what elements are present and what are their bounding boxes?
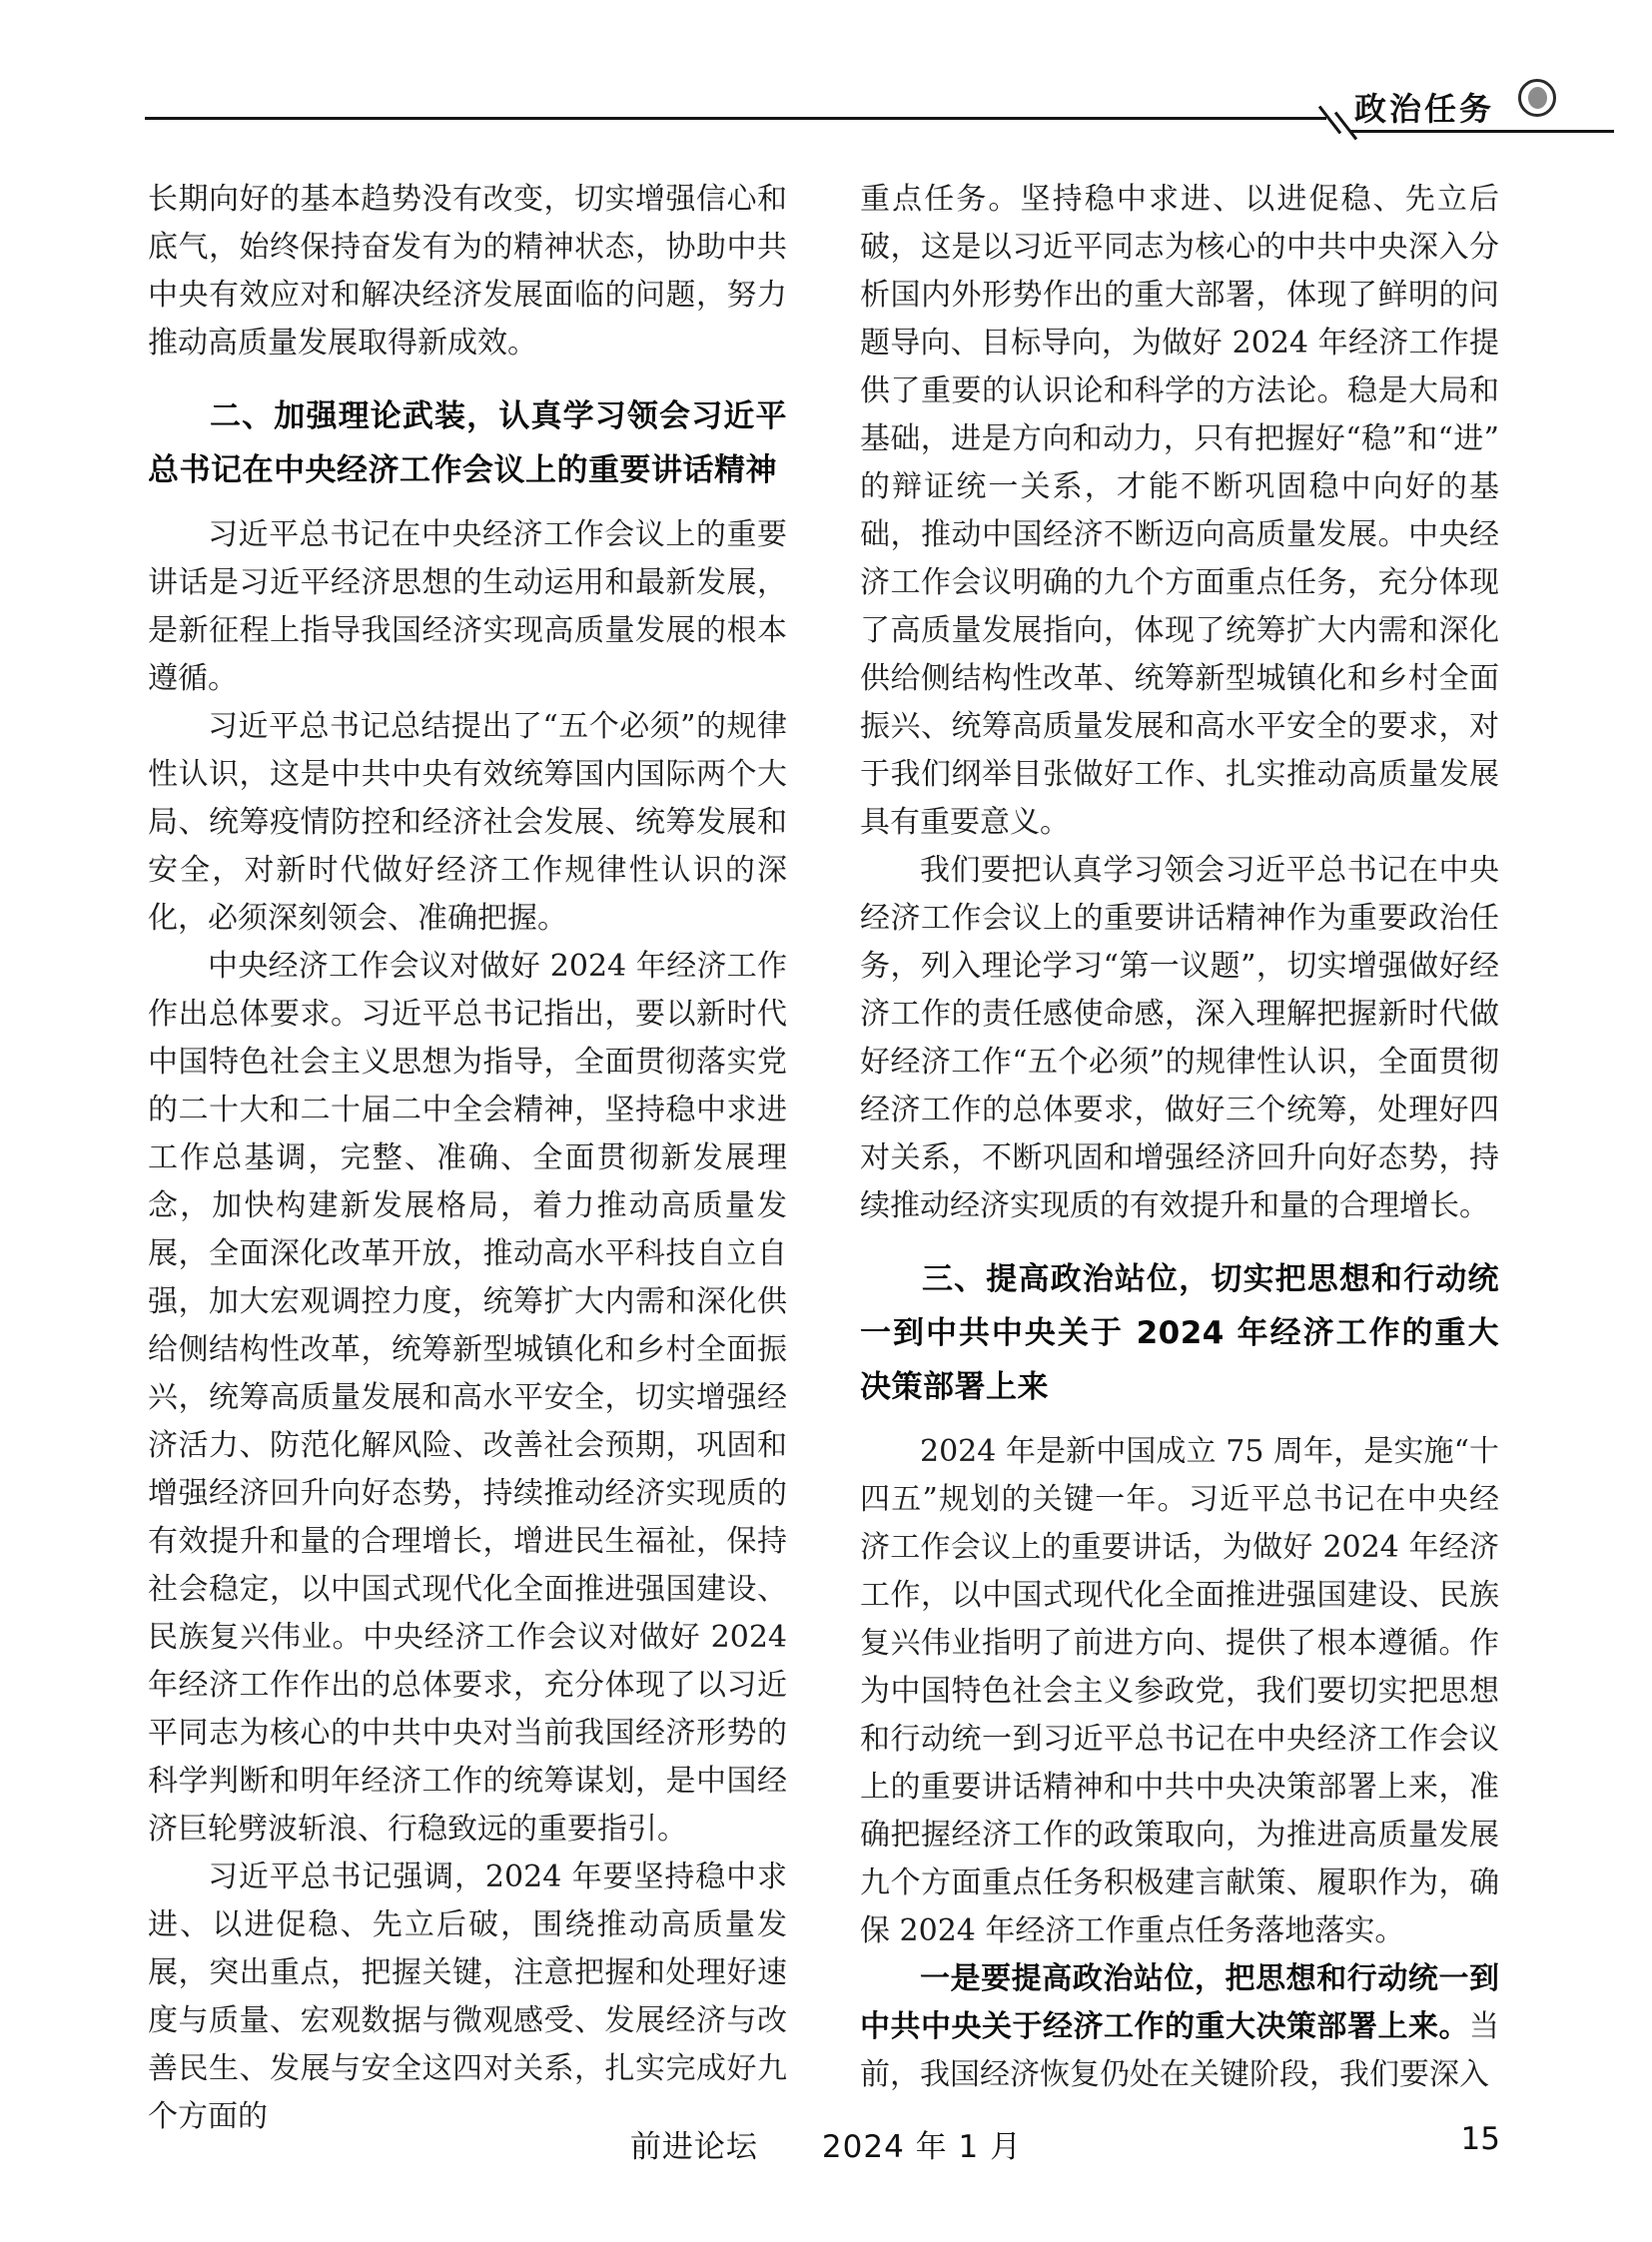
paragraph: [860, 1955, 1499, 2099]
paragraph: 2024 年是新中国成立 75 周年，是实施“十四五”规划的关键一年。习近平总书记在中央经济工作会议上的重要讲话，为做好 2024 年经济工作，以中国式现代化全面推进强国建设、民族复兴伟业指明了前进方向、提供了根本遵循。作为中国特色社会主义参政党，我们要切实把思想和行动统一到习近平总书记在中央经济工作会议上的重要讲话精神和中共中央决策部署上来，准确把握经济工作的政策取向，为推进高质量发展九个方面重点任务积极建言献策、履职作为，确保 2024 年经济工作重点任务落地落实。: [860, 1434, 1499, 1948]
section-heading: 二、加强理论武装，认真学习领会习近平总书记在中央经济工作会议上的重要讲话精神: [148, 398, 787, 488]
paragraph: 习近平总书记强调，2024 年要坚持稳中求进、以进促稳、先立后破，围绕推动高质量发展，突出重点，把握关键，注意把握和处理好速度与质量、宏观数据与微观感受、发展经济与改善民生、发展与安全这四对关系，扎实完成好九个方面的: [148, 1860, 787, 2134]
paragraph: 习近平总书记在中央经济工作会议上的重要讲话是习近平经济思想的生动运用和最新发展，是新征程上指导我国经济实现高质量发展的根本遵循。: [148, 517, 787, 696]
bold-lead-sentence: 一是要提高政治站位，把思想和行动统一到中共中央关于经济工作的重大决策部署上来。: [860, 1961, 1499, 2044]
header-rule-right: [1350, 130, 1614, 133]
paragraph: 习近平总书记总结提出了“五个必须”的规律性认识，这是中共中央有效统筹国内国际两个大局、统筹疫情防控和经济社会发展、统筹发展和安全，对新时代做好经济工作规律性认识的深化，必须深刻领会、准确把握。: [148, 709, 787, 936]
paragraph: 中央经济工作会议对做好 2024 年经济工作作出总体要求。习近平总书记指出，要以新时代中国特色社会主义思想为指导，全面贯彻落实党的二十大和二十届二中全会精神，坚持稳中求进工作总基调，完整、准确、全面贯彻新发展理念，加快构建新发展格局，着力推动高质量发展，全面深化改革开放，推动高水平科技自立自强，加大宏观调控力度，统筹扩大内需和深化供给侧结构性改革，统筹新型城镇化和乡村全面振兴，统筹高质量发展和高水平安全，切实增强经济活力、防范化解风险、改善社会预期，巩固和增强经济回升向好态势，持续推动经济实现质的有效提升和量的合理增长，增进民生福祉，保持社会稳定，以中国式现代化全面推进强国建设、民族复兴伟业。中央经济工作会议对做好 2024 年经济工作作出的总体要求，充分体现了以习近平同志为核心的中共中央对当前我国经济形势的科学判断和明年经济工作的统筹谋划，是中国经济巨轮劈波斩浪、行稳致远的重要指引。: [148, 949, 787, 1847]
bullet-dot: [1528, 87, 1547, 109]
paragraph: 重点任务。坚持稳中求进、以进促稳、先立后破，这是以习近平同志为核心的中共中央深入分析国内外形势作出的重大部署，体现了鲜明的问题导向、目标导向，为做好 2024 年经济工作提供了重要的认识论和科学的方法论。稳是大局和基础，进是方向和动力，只有把握好“稳”和“进”的辩证统一关系，才能不断巩固稳中向好的基础，推动中国经济不断迈向高质量发展。中央经济工作会议明确的九个方面重点任务，充分体现了高质量发展指向，体现了统筹扩大内需和深化供给侧结构性改革、统筹新型城镇化和乡村全面振兴、统筹高质量发展和高水平安全的要求，对于我们纲举目张做好工作、扎实推动高质量发展具有重要意义。: [860, 182, 1499, 840]
section-heading: 三、提高政治站位，切实把思想和行动统一到中共中央关于 2024 年经济工作的重大决策部署上来: [860, 1261, 1499, 1405]
header-rule: [145, 117, 1326, 120]
paragraph-continuation: 当前，我国经济恢复仍处在关键阶段，我们要深入: [860, 2009, 1499, 2092]
header-rule-break-slash: [1318, 106, 1341, 135]
footer-page-number: 15: [1460, 2121, 1500, 2157]
section-bullet-icon: [1518, 79, 1556, 117]
section-label: 政治任务: [1353, 90, 1494, 128]
paragraph: 长期向好的基本趋势没有改变，切实增强信心和底气，始终保持奋发有为的精神状态，协助中共中央有效应对和解决经济发展面临的问题，努力推动高质量发展取得新成效。: [148, 182, 787, 361]
paragraph: 我们要把认真学习领会习近平总书记在中央经济工作会议上的重要讲话精神作为重要政治任务，列入理论学习“第一议题”，切实增强做好经济工作的责任感使命感，深入理解把握新时代做好经济工作“五个必须”的规律性认识，全面贯彻经济工作的总体要求，做好三个统筹，处理好四对关系，不断巩固和增强经济回升向好态势，持续推动经济实现质的有效提升和量的合理增长。: [860, 853, 1499, 1223]
footer-journal-line: 前进论坛 2024 年 1 月: [629, 2129, 1023, 2165]
left-column: [148, 176, 787, 2141]
right-column: [860, 176, 1499, 2099]
